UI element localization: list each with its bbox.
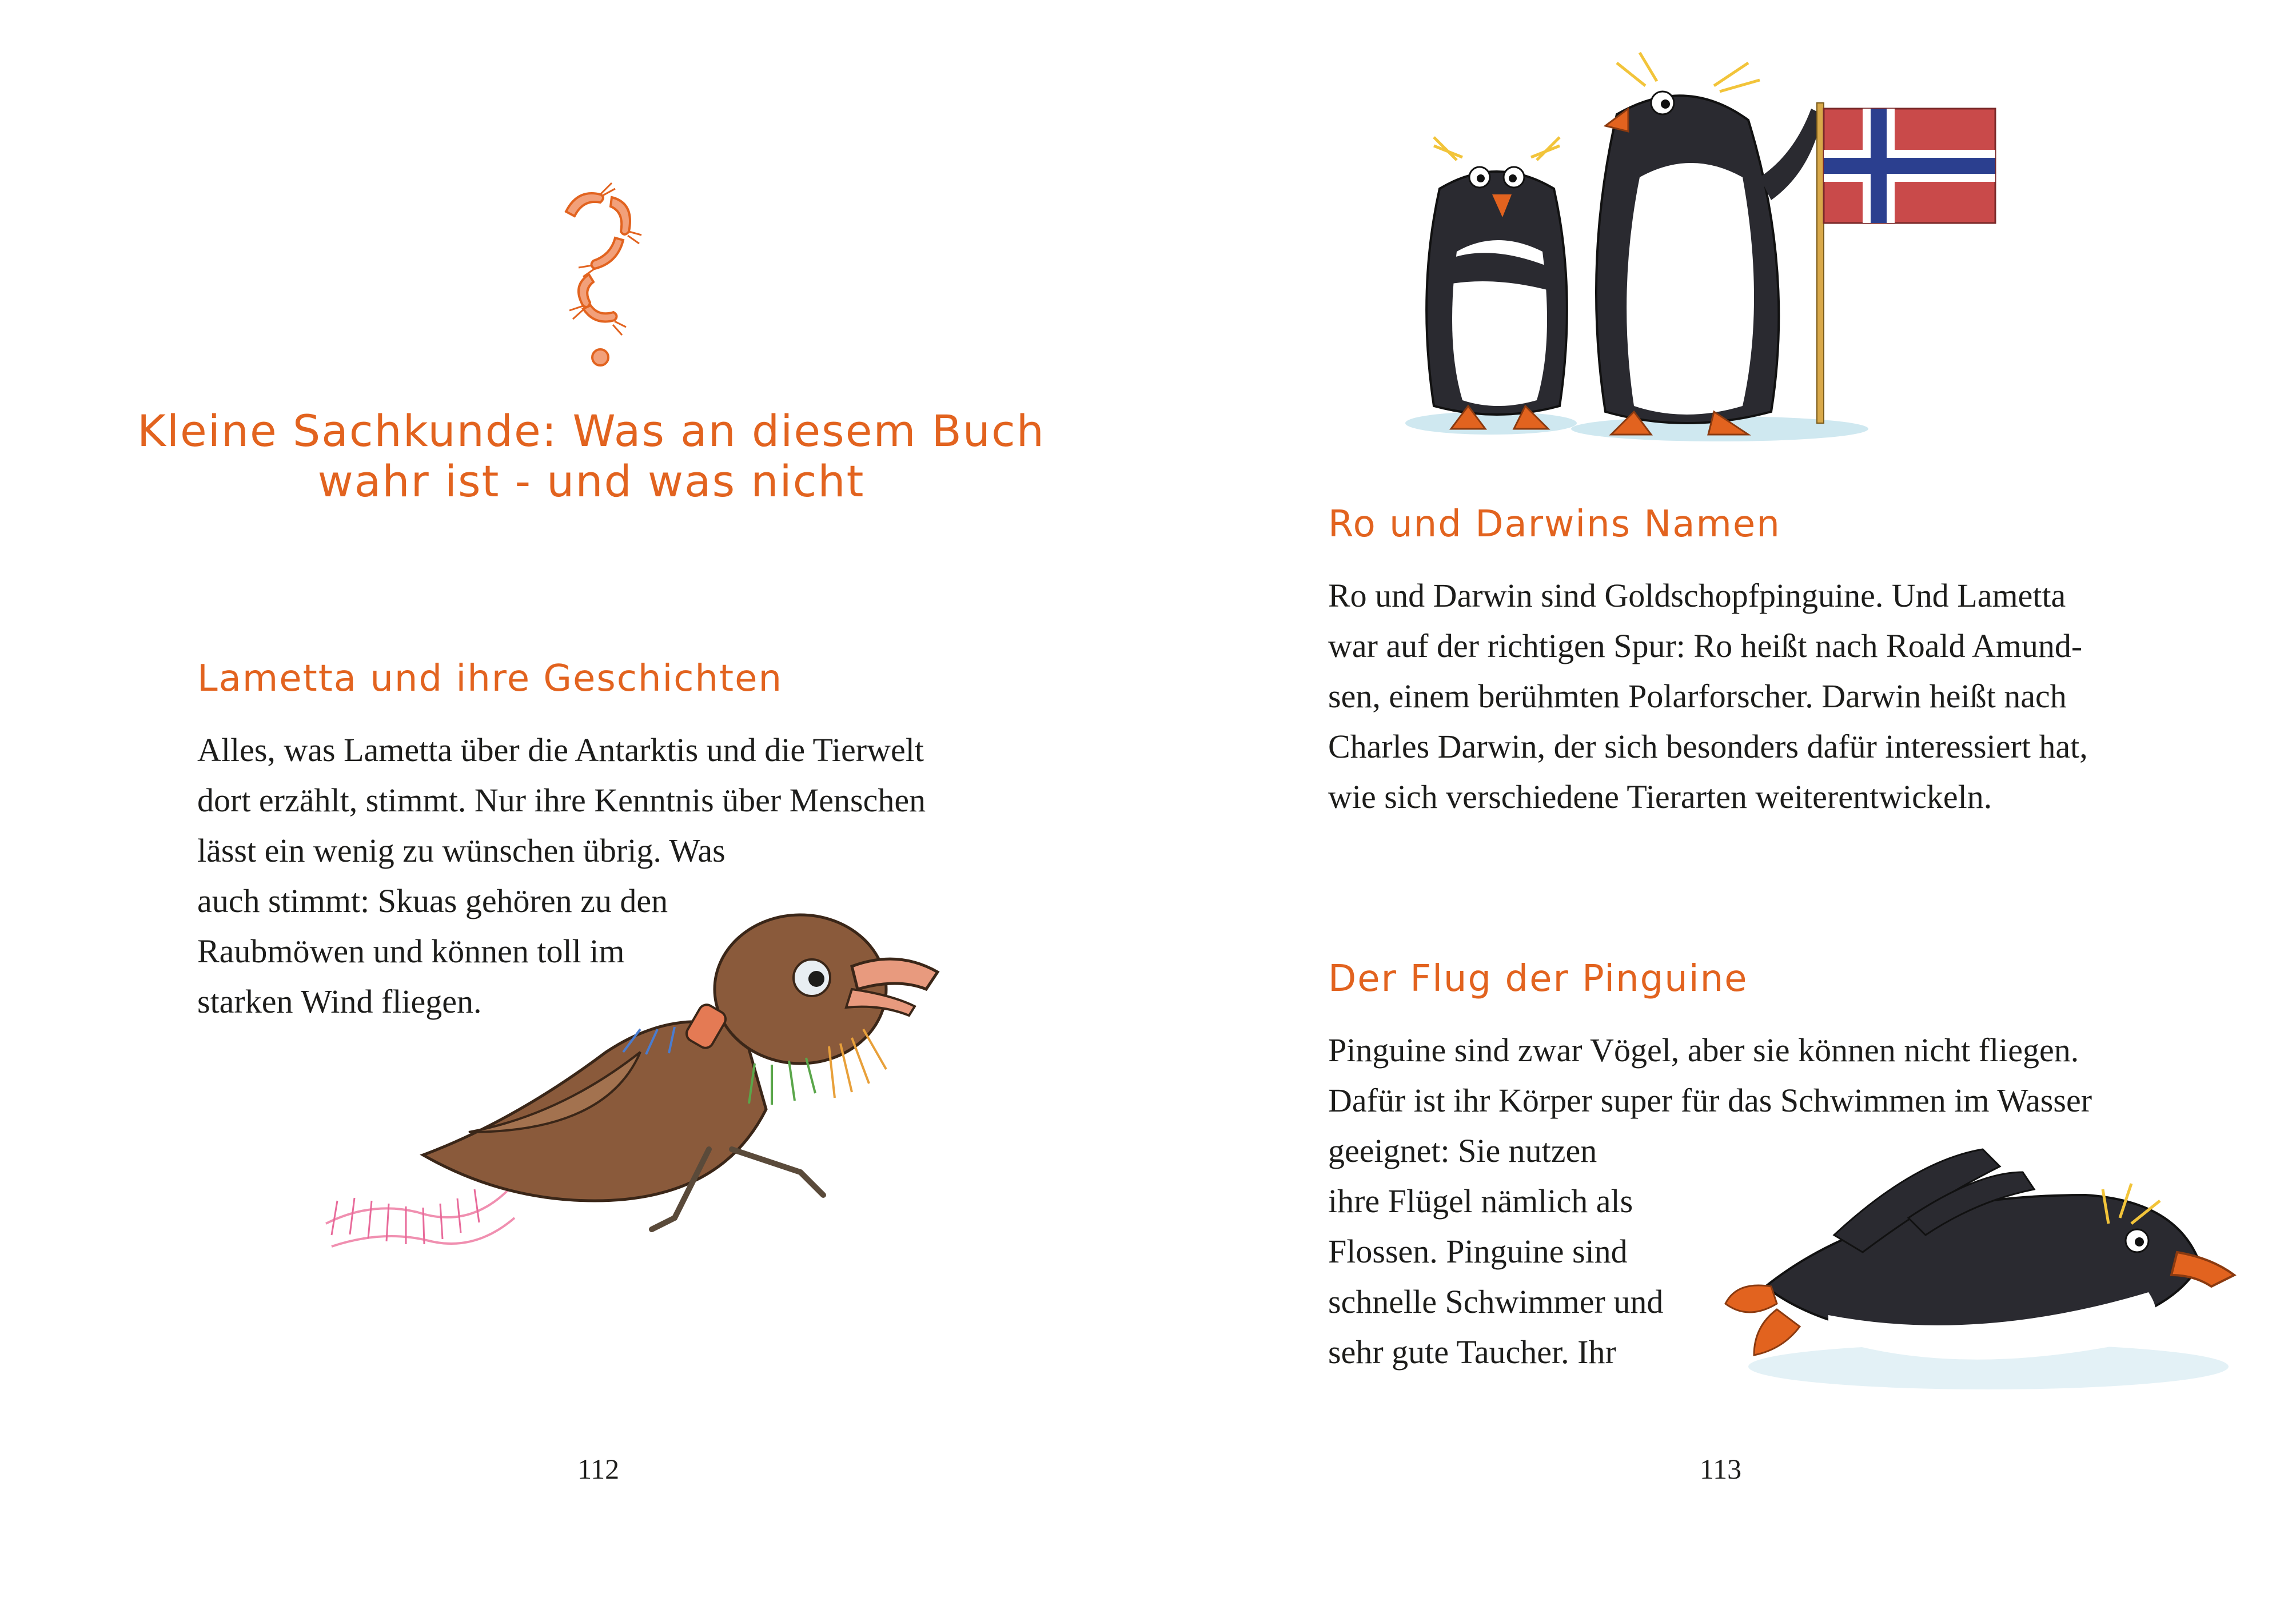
body-line: geeignet: Sie nutzen <box>1328 1132 1597 1169</box>
body-line: Dafür ist ihr Körper super für das Schwimmen im Wasser <box>1328 1082 2092 1119</box>
section-heading-lametta: Lametta und ihre Geschichten <box>197 658 783 700</box>
body-line: sehr gute Taucher. Ihr <box>1328 1333 1616 1371</box>
body-line: starken Wind fliegen. <box>197 983 482 1020</box>
page-number: 113 <box>1700 1453 1742 1485</box>
skua-bird-illustration <box>320 915 995 1269</box>
penguins-with-flag-illustration <box>1394 46 2080 446</box>
body-line: Ro und Darwin sind Goldschopfpinguine. Und Lametta <box>1328 577 2066 614</box>
body-line: schnelle Schwimmer und <box>1328 1283 1664 1320</box>
section-heading-names: Ro und Darwins Namen <box>1328 503 1781 545</box>
swimming-penguin-illustration <box>1720 1138 2257 1401</box>
body-line: Raubmöwen und können toll im <box>197 933 625 970</box>
section-heading-flight: Der Flug der Pinguine <box>1328 958 1748 1000</box>
body-line: ihre Flügel nämlich als <box>1328 1182 1633 1220</box>
section-body-names <box>1328 571 2088 822</box>
page-title <box>17 406 1165 507</box>
body-line: auch stimmt: Skuas gehören zu den <box>197 882 668 919</box>
body-line: Pinguine sind zwar Vögel, aber sie können nicht fliegen. <box>1328 1031 2079 1069</box>
title-line-2: wahr ist - und was nicht <box>317 456 865 507</box>
right-page <box>1148 0 2296 1621</box>
title-line-1: Kleine Sachkunde: Was an diesem Buch <box>137 405 1045 456</box>
body-line: war auf der richtigen Spur: Ro heißt nach Roald Amund- <box>1328 627 2083 664</box>
body-line: dort erzählt, stimmt. Nur ihre Kenntnis über Menschen <box>197 782 926 819</box>
body-line: sen, einem berühmten Polarforscher. Darwin heißt nach <box>1328 678 2067 715</box>
page-number: 112 <box>577 1453 620 1485</box>
body-line: Flossen. Pinguine sind <box>1328 1233 1628 1270</box>
body-line: Charles Darwin, der sich besonders dafür interessiert hat, <box>1328 728 2088 765</box>
body-line: lässt ein wenig zu wünschen übrig. Was <box>197 832 726 869</box>
body-line: wie sich verschiedene Tierarten weiterentwickeln. <box>1328 778 1992 815</box>
body-line: Alles, was Lametta über die Antarktis und die Tierwelt <box>197 731 924 768</box>
shrimp-question-mark-illustration <box>543 172 657 377</box>
